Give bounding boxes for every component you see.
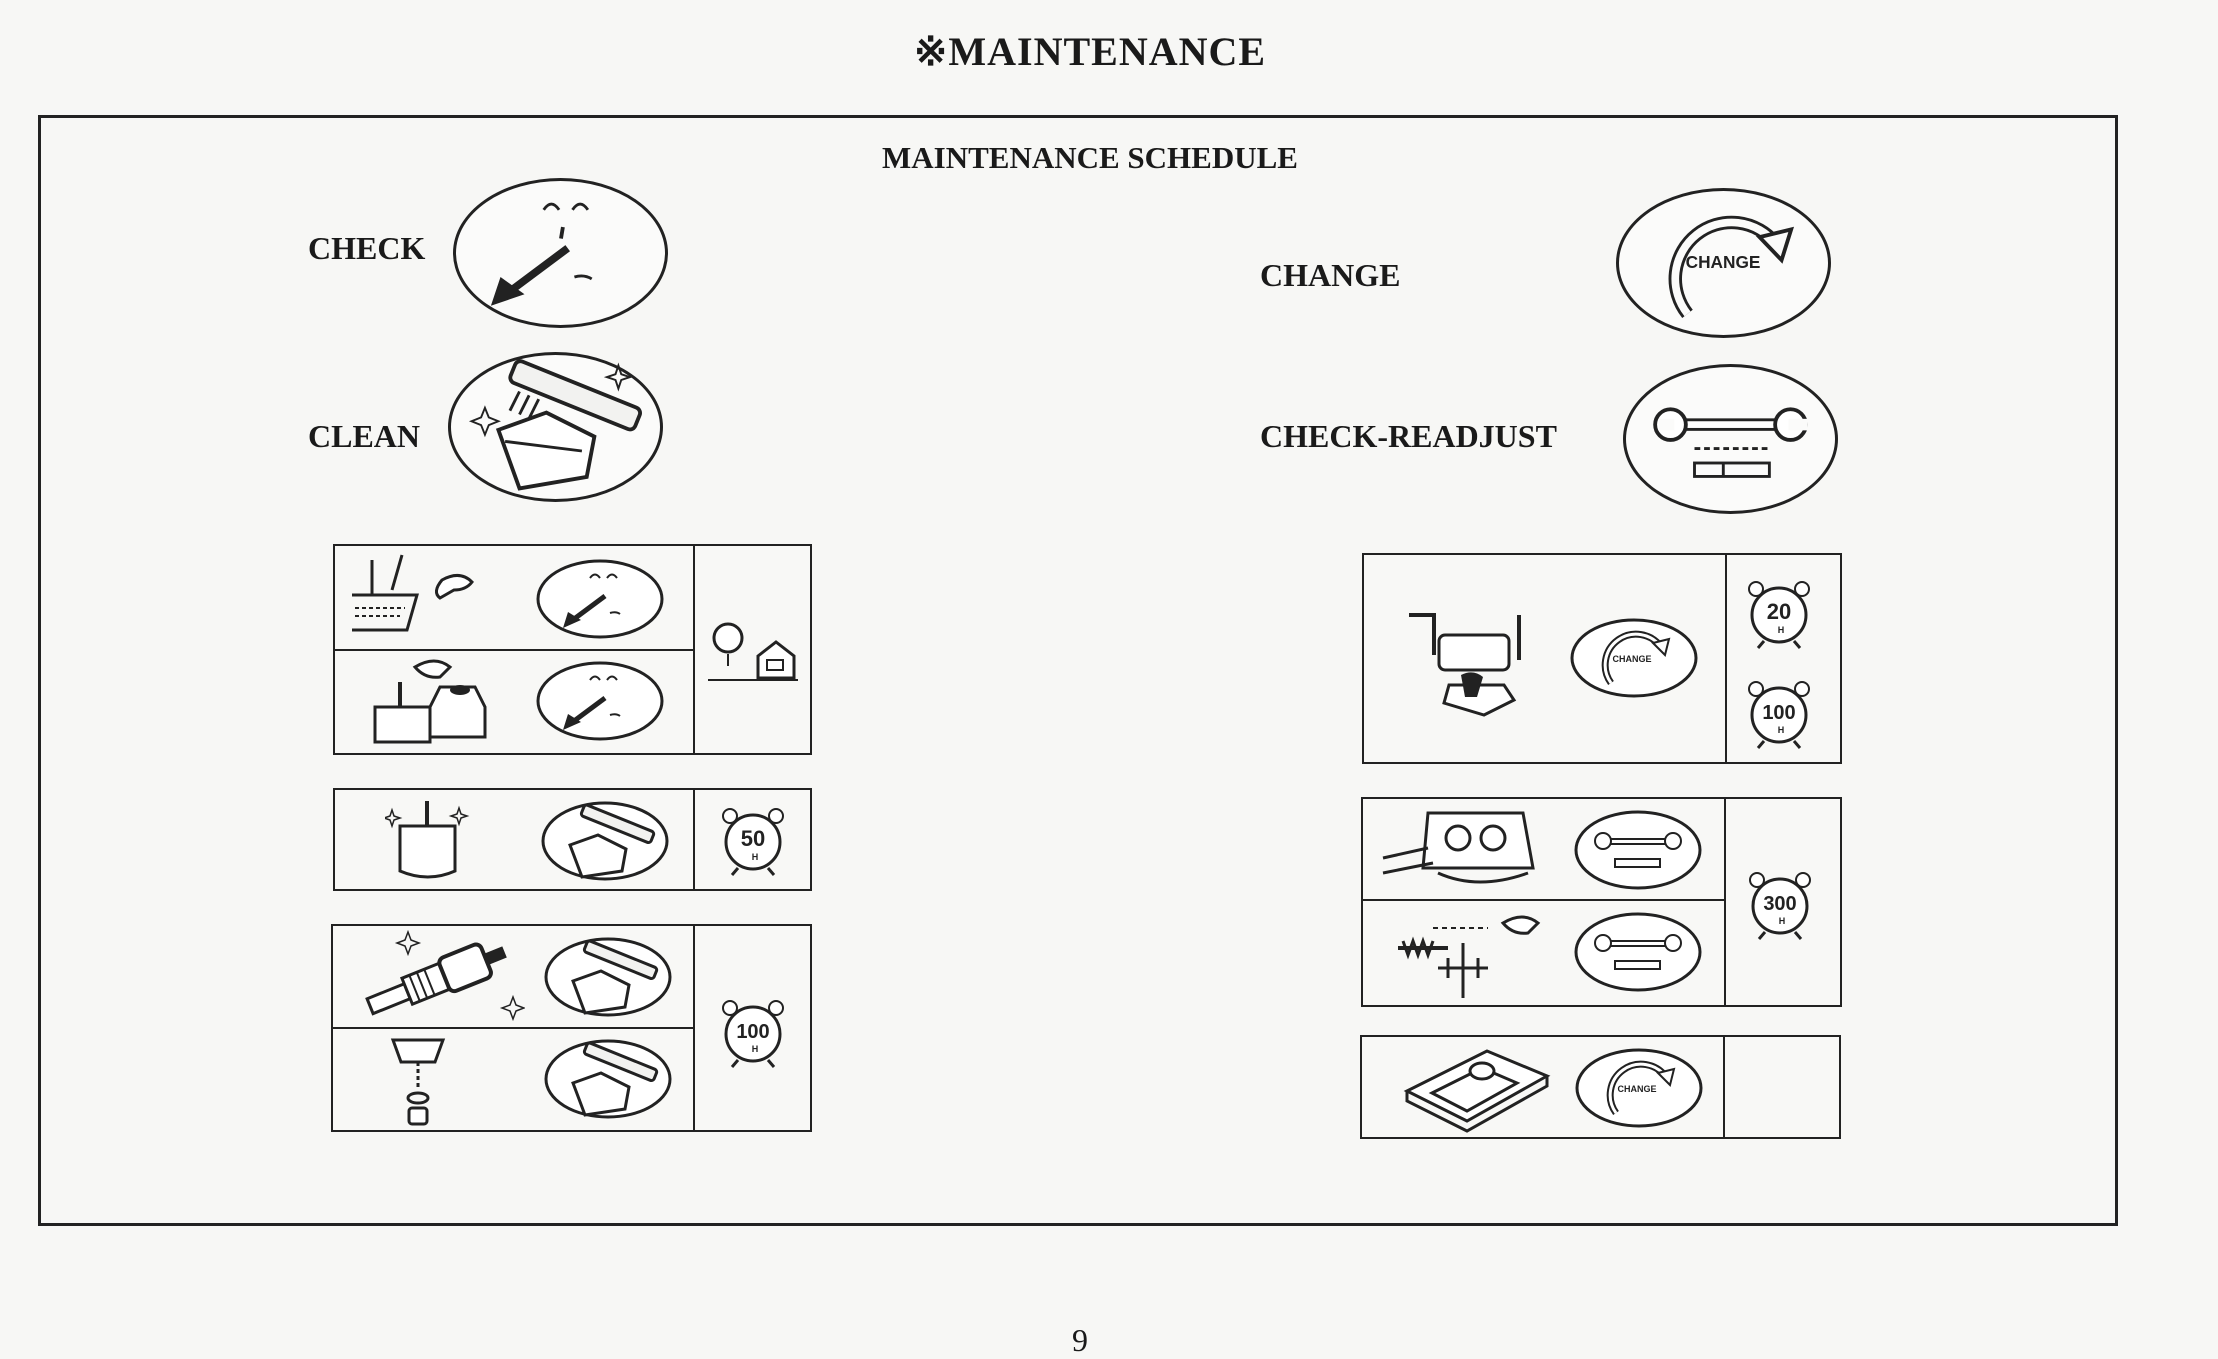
- schedule-box-50h: [333, 788, 812, 891]
- schedule-box-oil-change: [1362, 553, 1842, 764]
- oil-drain-icon: [1399, 605, 1539, 725]
- timer-100h-value: 100: [736, 1021, 770, 1043]
- check-icon-small: [535, 660, 665, 742]
- timer-unit: H: [1777, 725, 1785, 735]
- wrench-icon-small: [1573, 809, 1703, 891]
- valve-clearance-icon: [1393, 903, 1563, 1003]
- wrench-icon: [1623, 364, 1838, 514]
- air-cleaner-element-icon: [1397, 1041, 1557, 1137]
- timer-unit: H: [751, 852, 759, 862]
- legend-check-label: CHECK: [308, 230, 426, 266]
- schedule-title: MAINTENANCE SCHEDULE: [882, 140, 1298, 175]
- oil-level-icon: [347, 550, 487, 645]
- spark-plug-icon: [345, 930, 525, 1025]
- fuel-filter-icon: [373, 1030, 463, 1130]
- timer-unit: H: [1778, 916, 1786, 926]
- check-icon: [453, 178, 668, 328]
- timer-100h-icon: [718, 994, 788, 1069]
- change-icon-small: [1569, 617, 1699, 699]
- timer-50h-icon: [718, 802, 788, 877]
- legend-check-readjust-label: CHECK-READJUST: [1260, 418, 1557, 454]
- wrench-icon-small: [1573, 911, 1703, 993]
- page-number: 9: [1072, 1322, 1088, 1358]
- timer-300h-value: 300: [1763, 893, 1797, 915]
- change-oval-text: CHANGE: [1612, 654, 1652, 664]
- timer-50h-value: 50: [740, 826, 766, 851]
- change-icon: [1616, 188, 1831, 338]
- change-icon-small: [1574, 1047, 1704, 1129]
- timer-20h-icon: [1744, 575, 1814, 650]
- timer-20h-value: 20: [1766, 599, 1792, 624]
- schedule-box-filter-change: [1360, 1035, 1841, 1139]
- daily-sun-house-icon: [703, 616, 803, 686]
- legend-clean-label: CLEAN: [308, 418, 421, 454]
- clean-icon-small: [540, 800, 670, 882]
- change-oval-text: CHANGE: [1617, 1084, 1657, 1094]
- svg-text:CHANGE: CHANGE: [1685, 251, 1761, 272]
- fuel-tank-icon: [355, 652, 515, 752]
- legend-change-label: CHANGE: [1260, 257, 1401, 293]
- schedule-box-300h: [1361, 797, 1842, 1007]
- clean-icon-small: [543, 936, 673, 1018]
- timer-300h-icon: [1745, 866, 1815, 941]
- schedule-box-daily: [333, 544, 812, 755]
- clean-icon-small: [543, 1038, 673, 1120]
- timer-unit: H: [1777, 625, 1785, 635]
- timer-100h-value: 100: [1762, 702, 1796, 724]
- page-title: ※MAINTENANCE: [913, 29, 1267, 74]
- timer-100h-icon: [1744, 675, 1814, 750]
- cylinder-head-icon: [1378, 803, 1553, 898]
- timer-unit: H: [751, 1044, 759, 1054]
- air-filter-icon: [385, 796, 475, 886]
- clean-icon: [448, 352, 663, 502]
- check-icon-small: [535, 558, 665, 640]
- schedule-box-100h: [331, 924, 812, 1132]
